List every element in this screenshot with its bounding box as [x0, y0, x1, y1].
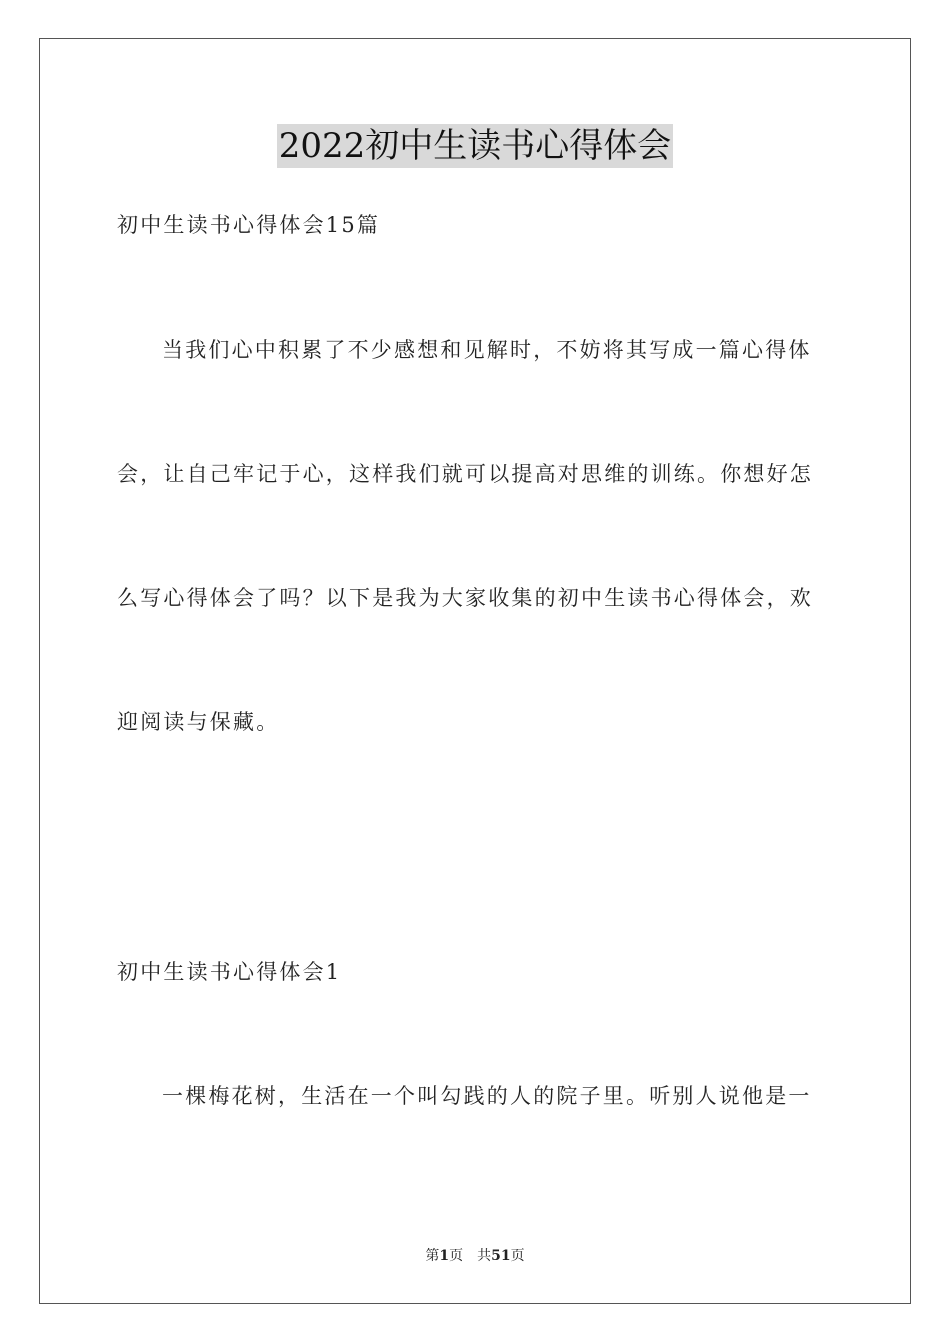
footer-total-suffix: 页 [510, 1248, 525, 1264]
document-title: 2022初中生读书心得体会 [278, 126, 672, 166]
section1-line-1: 一棵梅花树，生活在一个叫勾践的人的院子里。听别人说他是一 [162, 1084, 812, 1108]
document-subtitle: 初中生读书心得体会15篇 [117, 213, 381, 237]
intro-line-1: 当我们心中积累了不少感想和见解时，不妨将其写成一篇心得体 [162, 338, 812, 362]
footer-page-suffix: 页 [449, 1248, 464, 1264]
footer-page-prefix: 第 [425, 1248, 440, 1264]
footer-total-prefix: 共 [477, 1248, 492, 1264]
title-container [0, 124, 950, 168]
intro-line-2: 会，让自己牢记于心，这样我们就可以提高对思维的训练。你想好怎 [117, 462, 813, 486]
section1-heading: 初中生读书心得体会1 [117, 960, 342, 984]
footer-total-pages: 51 [491, 1248, 511, 1264]
footer-page-number: 1 [439, 1248, 450, 1264]
intro-line-3: 么写心得体会了吗？以下是我为大家收集的初中生读书心得体会，欢 [117, 586, 813, 610]
intro-line-4: 迎阅读与保藏。 [117, 710, 280, 734]
page-footer [0, 1246, 950, 1266]
